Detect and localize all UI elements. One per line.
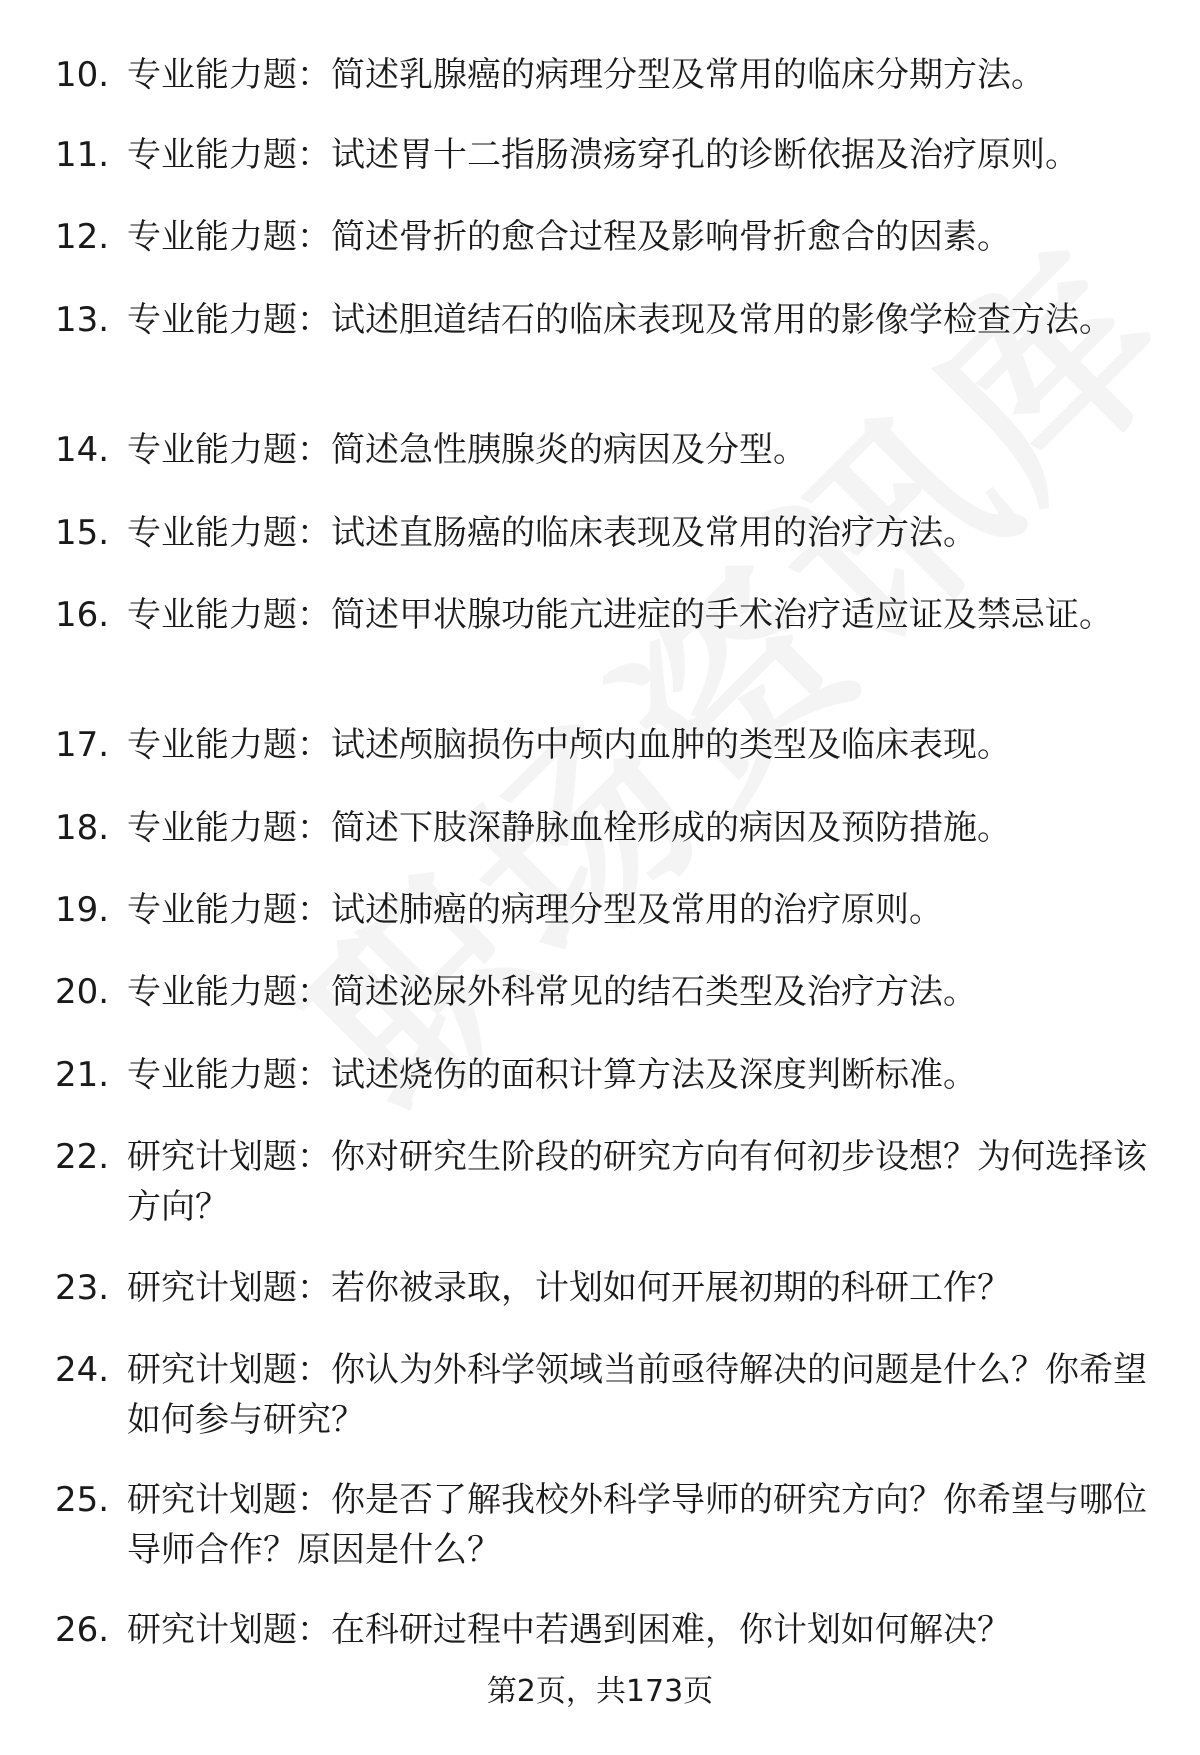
question-text: 研究计划题：你对研究生阶段的研究方向有何初步设想？为何选择该方向？	[127, 1137, 1147, 1227]
question-text: 研究计划题：在科研过程中若遇到困难，你计划如何解决？	[127, 1610, 1011, 1650]
question-text: 研究计划题：你认为外科学领域当前亟待解决的问题是什么？你希望如何参与研究？	[127, 1350, 1147, 1440]
question-number: 11.	[55, 135, 110, 175]
question-number: 10.	[55, 55, 110, 95]
question-text: 专业能力题：简述甲状腺功能亢进症的手术治疗适应证及禁忌证。	[127, 595, 1113, 635]
question-number: 12.	[55, 217, 110, 257]
question-text: 专业能力题：简述急性胰腺炎的病因及分型。	[127, 430, 807, 470]
question-text: 专业能力题：试述颅脑损伤中颅内血肿的类型及临床表现。	[127, 725, 1011, 765]
question-number: 17.	[55, 725, 110, 765]
question-text: 专业能力题：试述直肠癌的临床表现及常用的治疗方法。	[127, 513, 977, 553]
question-text: 研究计划题：若你被录取，计划如何开展初期的科研工作？	[127, 1268, 1011, 1308]
question-text: 专业能力题：试述烧伤的面积计算方法及深度判断标准。	[127, 1055, 977, 1095]
question-number: 25.	[55, 1480, 110, 1520]
question-number: 15.	[55, 513, 110, 553]
question-text: 研究计划题：你是否了解我校外科学导师的研究方向？你希望与哪位导师合作？原因是什么？	[127, 1480, 1147, 1570]
question-text: 专业能力题：试述胃十二指肠溃疡穿孔的诊断依据及治疗原则。	[127, 135, 1079, 175]
question-number: 18.	[55, 808, 110, 848]
question-number: 23.	[55, 1268, 110, 1308]
question-number: 21.	[55, 1055, 110, 1095]
question-number: 26.	[55, 1610, 110, 1650]
page-number-footer: 第2页，共173页	[486, 1674, 714, 1709]
question-number: 14.	[55, 430, 110, 470]
question-text: 专业能力题：简述乳腺癌的病理分型及常用的临床分期方法。	[127, 55, 1045, 95]
question-number: 16.	[55, 595, 110, 635]
question-text: 专业能力题：简述泌尿外科常见的结石类型及治疗方法。	[127, 972, 977, 1012]
question-number: 22.	[55, 1137, 110, 1177]
question-text: 专业能力题：简述下肢深静脉血栓形成的病因及预防措施。	[127, 808, 1011, 848]
question-number: 24.	[55, 1350, 110, 1390]
question-number: 20.	[55, 972, 110, 1012]
question-text: 专业能力题：简述骨折的愈合过程及影响骨折愈合的因素。	[127, 217, 1011, 257]
question-text: 专业能力题：试述胆道结石的临床表现及常用的影像学检查方法。	[127, 300, 1113, 340]
question-number: 13.	[55, 300, 110, 340]
question-text: 专业能力题：试述肺癌的病理分型及常用的治疗原则。	[127, 890, 943, 930]
question-number: 19.	[55, 890, 110, 930]
